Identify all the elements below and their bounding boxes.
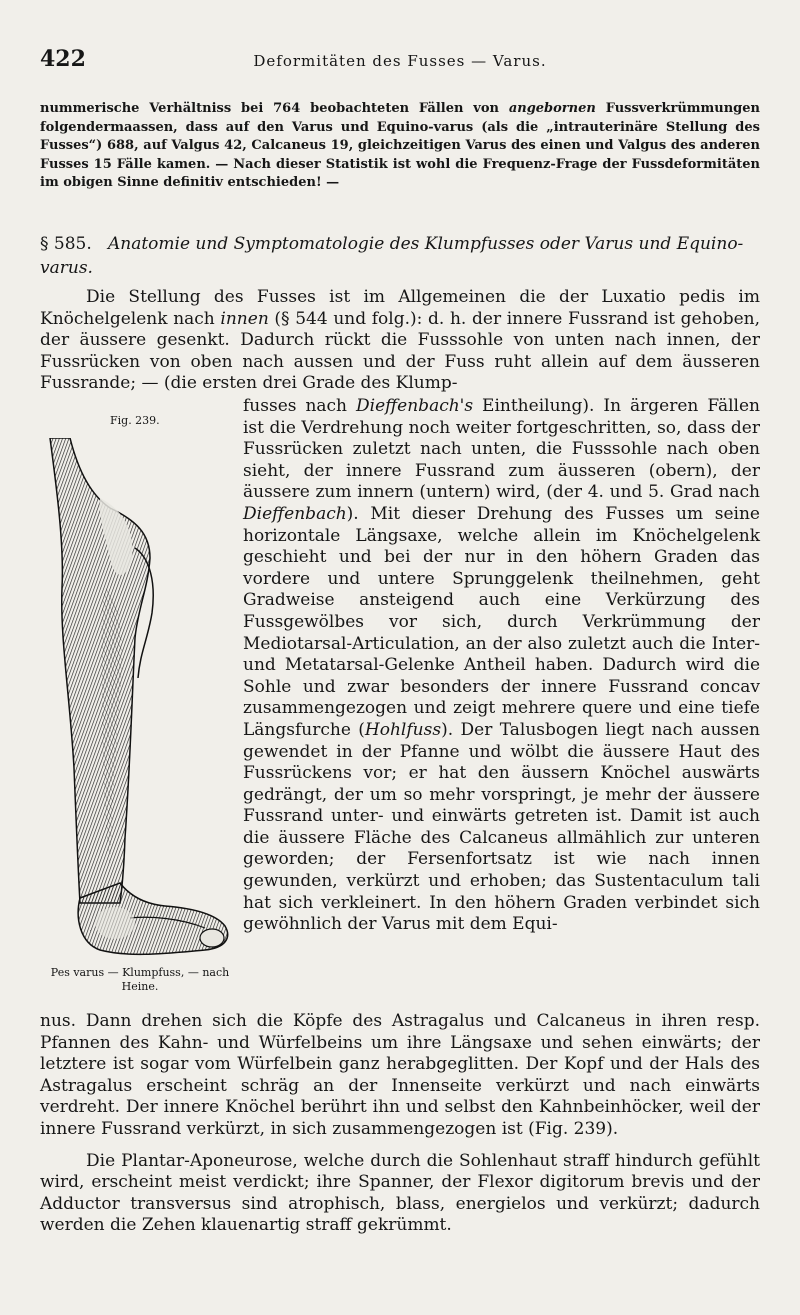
figure-label: Fig. 239. xyxy=(110,414,160,427)
wrap-emphasis-3: Hohlfuss xyxy=(364,719,442,740)
wrap-text-c: ). Mit dieser Drehung des Fusses um seine horizontale Längsaxe, welche allein im Knöchelgelenk geschieht und bei der nur in den höhern Graden das vordere und untere Sprunggelenk theilnehmen, geht Gradweise ansteigend auch eine Verkürzung des Fussgewölbes vor sich, durch Verkrümmung der Mediotarsal-Articulation, an der also zuletzt auch die Inter- und Metatarsal-Gelenke Antheil haben. Dadurch wird die Sohle und zwar besonders der innere Fussrand concav zusammengezogen und zeigt mehrere quere und eine tiefe Längsfurche ( xyxy=(243,503,760,740)
wrap-emphasis-1: Dieffenbach's xyxy=(356,396,474,416)
wrap-text-d: ). Der Talusbogen liegt nach aussen gewendet in der Pfanne und wölbt die äussere Haut des Fussrückens vor; er hat den äussern Knöchel auswärts gedrängt, der um so mehr vorspringt, je mehr der äussere Fussrand unter- und einwärts getreten ist. Damit ist auch die äussere Fläche des Calcaneus allmählich zur unteren geworden; der Fersenfortsatz ist wie nach innen gewunden, verkürzt und erhoben; das Sustentaculum tali hat sich verkleinert. In den höhern Graden verbindet sich gewöhnlich der Varus mit dem Equi- xyxy=(243,719,760,935)
para1-text-b: (§ 544 und folg.): d. h. der innere Fussrand ist gehoben, der äussere gesenkt. Dadurch rückt die Fusssohle von unten nach innen, der Fussrücken von oben nach aussen und der Fuss ruht allein auf dem äusseren Fussrande; — (die ersten drei Grade des Klump- xyxy=(40,308,760,393)
para1-emphasis: innen xyxy=(220,308,269,329)
paragraph-1-wrapped xyxy=(243,396,760,936)
paragraph-bottom xyxy=(40,1011,760,1237)
page-header xyxy=(40,46,760,76)
section-title: Anatomie und Symptomatologie des Klumpfusses oder Varus und Equino-varus. xyxy=(40,234,744,278)
para1-text-a: Die Stellung des Fusses ist im Allgemeinen die der Luxatio pedis im Knöchelgelenk nach xyxy=(40,287,760,329)
wrap-emphasis-2: Dieffenbach xyxy=(243,503,347,524)
clubfoot-leg-illustration xyxy=(40,438,235,958)
figure-239 xyxy=(40,410,235,1000)
running-head: Deformitäten des Fusses — Varus. xyxy=(253,52,547,70)
intro-paragraph xyxy=(40,100,760,193)
wrap-text-a: fusses nach xyxy=(243,396,356,416)
figure-caption: Pes varus — Klumpfuss, — nach Heine. xyxy=(50,966,230,993)
intro-emphasis: angebornen xyxy=(508,101,596,116)
paragraph-1-end: nus. Dann drehen sich die Köpfe des Astragalus und Calcaneus in ihren resp. Pfannen des Kahn- und Würfelbeins um ihre Längsaxe und sehen einwärts; der letztere ist sogar vom Würfelbein ganz herabgeglitten. Der Kopf und der Hals des Astragalus erscheint schräg an der Innenseite verkürzt und nach einwärts verdreht. Der innere Knöchel berührt ihn und selbst den Kahnbeinhöcker, weil der innere Fussrand verkürzt, in sich zusammengezogen ist (Fig. 239). xyxy=(40,1011,760,1139)
intro-text-a: nummerische Verhältniss bei 764 beobachteten Fällen von xyxy=(40,101,509,116)
section-heading xyxy=(40,232,760,280)
section-number: § 585. xyxy=(40,234,92,254)
intro-text-b: Fussverkrümmungen folgendermaassen, dass auf den Varus und Equino-varus (als die „intrauterinäre Stellung des Fusses“) 688, auf Valgus 42, Calcaneus 19, gleichzeitigen Varus des einen und Valgus des anderen Fusses 15 Fälle kamen. — Nach dieser Statistik ist wohl die Frequenz-Frage der Fussdeformitäten im obigen Sinne definitiv entschieden! — xyxy=(40,101,760,191)
page-number: 422 xyxy=(40,46,86,72)
paragraph-1 xyxy=(40,287,760,395)
paragraph-2: Die Plantar-Aponeurose, welche durch die Sohlenhaut straff hindurch gefühlt wird, erscheint meist verdickt; ihre Spanner, der Flexor digitorum brevis und der Adductor transversus sind atrophisch, blass, energielos und verkürzt; dadurch werden die Zehen klauenartig straff gekrümmt. xyxy=(40,1150,760,1236)
wrap-text-b: Eintheilung). In ärgeren Fällen ist die Verdrehung noch weiter fortgeschritten, so, dass der Fussrücken zuletzt nach unten, die Fusssohle nach oben sieht, der innere Fussrand zum äusseren (obern), der äussere zum innern (untern) wird, (der 4. und 5. Grad nach xyxy=(243,396,760,503)
